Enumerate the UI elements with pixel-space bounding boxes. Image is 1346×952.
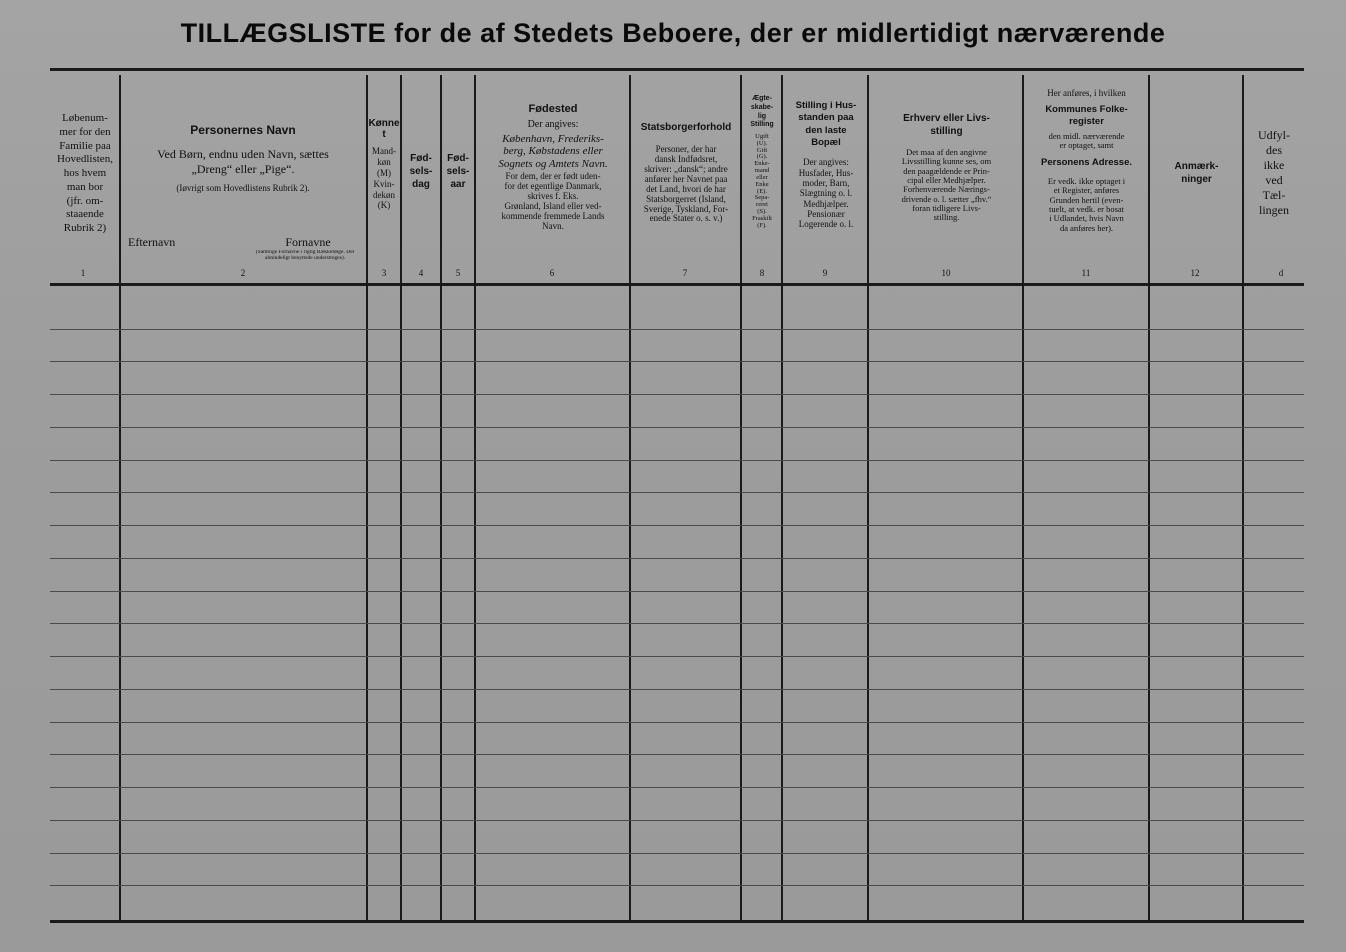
table-row-line: [50, 656, 1304, 657]
header-col-11-heading: Kommunes Folke- register: [1045, 104, 1128, 128]
header-col-7-text: Personer, der har dansk Indfødsret, skriver: „dansk“; andre anfører her Navnet paa det Land, hvori de har Statsborgerret (Island, Sverige, Tyskland, For- enede Stater o. s. v.): [643, 144, 729, 224]
header-col-3-heading: Kønnet: [368, 118, 400, 141]
header-col-4: Fød- sels- dag: [409, 153, 433, 190]
header-col-12: Anmærk- ninger: [1174, 161, 1219, 185]
header-col-2: [122, 124, 364, 194]
table-row-line: [50, 623, 1304, 624]
header-col-11-heading2: Personens Adresse.: [1041, 157, 1132, 169]
header-col-10: [869, 112, 1024, 223]
table-row-line: [50, 492, 1304, 493]
col-number: d: [1278, 268, 1284, 278]
table-row-line: [50, 460, 1304, 461]
header-col-9: [783, 100, 869, 230]
table-row-line: [50, 361, 1304, 362]
header-col-8-text: Ugift (U). Gift (G). Enke- mand eller Enke (E). Sepa- reret (S). Fraskilt (F).: [752, 133, 772, 229]
table-row-line: [50, 754, 1304, 755]
col-number: 1: [80, 268, 86, 278]
header-col-6-heading: Fødested: [528, 103, 578, 115]
table-bottom-rule: [50, 920, 1304, 923]
table-row-line: [50, 329, 1304, 330]
header-col-2-fornavne-note: (Samtlige Fornavne i rigtig Rækkefølge. Det almindeligt benyttede understreges).: [255, 250, 355, 261]
table-row-line: [50, 722, 1304, 723]
col-number: 11: [1081, 268, 1091, 278]
table-row-line: [50, 394, 1304, 395]
header-col-11-text2: Er vedk. ikke optaget i et Register, anføres Grunden hertil (even- tuelt, at vedk. er bosat i Udlandet, hvis Navn da anføres her).: [1047, 176, 1126, 233]
col-number: 2: [240, 268, 246, 278]
header-col-2-note: (Iøvrigt som Hovedlistens Rubrik 2).: [176, 183, 310, 194]
header-col-10-text: Det maa af den angivne Livsstilling kunne ses, om den paagældende er Prin- cipal eller Medhjælper. Forhenværende Nærings- drivende o. l. sætter „fhv.“ foran tidligere Livs- stilling.: [901, 147, 992, 223]
col-number: 9: [822, 268, 828, 278]
header-col-3-text: Mand- køn (M) Kvin- dekøn (K): [372, 146, 396, 211]
col-number: 12: [1190, 268, 1200, 278]
header-top-rule: [50, 68, 1304, 71]
header-col-3: [367, 118, 401, 211]
column-divider: [440, 75, 442, 920]
col-number: 5: [455, 268, 461, 278]
table-row-line: [50, 591, 1304, 592]
col-number: 3: [381, 268, 387, 278]
header-col-2-fornavne: Fornavne: [285, 236, 331, 249]
header-col-7: [631, 122, 741, 224]
table-row-line: [50, 427, 1304, 428]
header-col-2-heading: Personernes Navn: [190, 124, 296, 137]
header-col-11-top: Her anføres, i hvilken: [1047, 88, 1126, 98]
header-col-6: [476, 103, 630, 232]
table-row-line: [50, 820, 1304, 821]
col-number: 7: [682, 268, 688, 278]
table-row-line: [50, 885, 1304, 886]
table-row-line: [50, 525, 1304, 526]
header-col-10-heading: Erhverv eller Livs- stilling: [903, 113, 990, 137]
table-row-line: [50, 787, 1304, 788]
header-col-2-text: Ved Børn, endnu uden Navn, sættes „Dreng“ eller „Pige“.: [157, 147, 329, 177]
table-row-line: [50, 558, 1304, 559]
col-number: 8: [759, 268, 765, 278]
header-col-11-text: den midl. nærværende er optaget, samt: [1048, 130, 1125, 151]
header-col-6-text2: For dem, der er født uden- for det egentlige Danmark, skrives f. Eks. Grønland, Island eller ved- kommende fremmede Lands Navn.: [501, 171, 605, 231]
header-col-7-heading: Statsborgerforhold: [640, 122, 732, 133]
header-col-6-places: København, Frederiks- berg, Købstadens eller Sognets og Amtets Navn.: [498, 132, 608, 170]
form-title: TILLÆGSLISTE for de af Stedets Beboere, der er midlertidigt nærværende: [180, 18, 1166, 48]
header-col-d: Udfyl- des ikke ved Tæl- lingen: [1258, 128, 1290, 217]
header-bottom-rule: [50, 283, 1304, 286]
header-col-5: Fød- sels- aar: [446, 153, 470, 190]
col-number: 6: [549, 268, 555, 278]
table-row-line: [50, 853, 1304, 854]
header-col-2-efternavn: Efternavn: [128, 236, 176, 249]
header-col-8-heading: Ægte- skabe- lig Stilling: [750, 95, 774, 129]
header-col-1-text: Løbenum- mer for den Familie paa Hovedlisten, hos hvem man bor (jfr. om- staaende Rubrik 2): [57, 112, 113, 234]
header-col-1: [50, 112, 120, 236]
col-number: 10: [941, 268, 951, 278]
header-col-8: [742, 95, 782, 229]
header-col-9-heading: Stilling i Hus- standen paa den laste Bopæl: [795, 100, 857, 149]
header-col-11: [1024, 88, 1149, 233]
col-number: 4: [418, 268, 424, 278]
header-col-9-text: Der angives: Husfader, Hus- moder, Barn, Slægtning o. l. Medhjælper. Pensionær Logerende o. l.: [798, 157, 854, 230]
header-col-6-text: Der angives:: [527, 119, 579, 131]
table-row-line: [50, 689, 1304, 690]
